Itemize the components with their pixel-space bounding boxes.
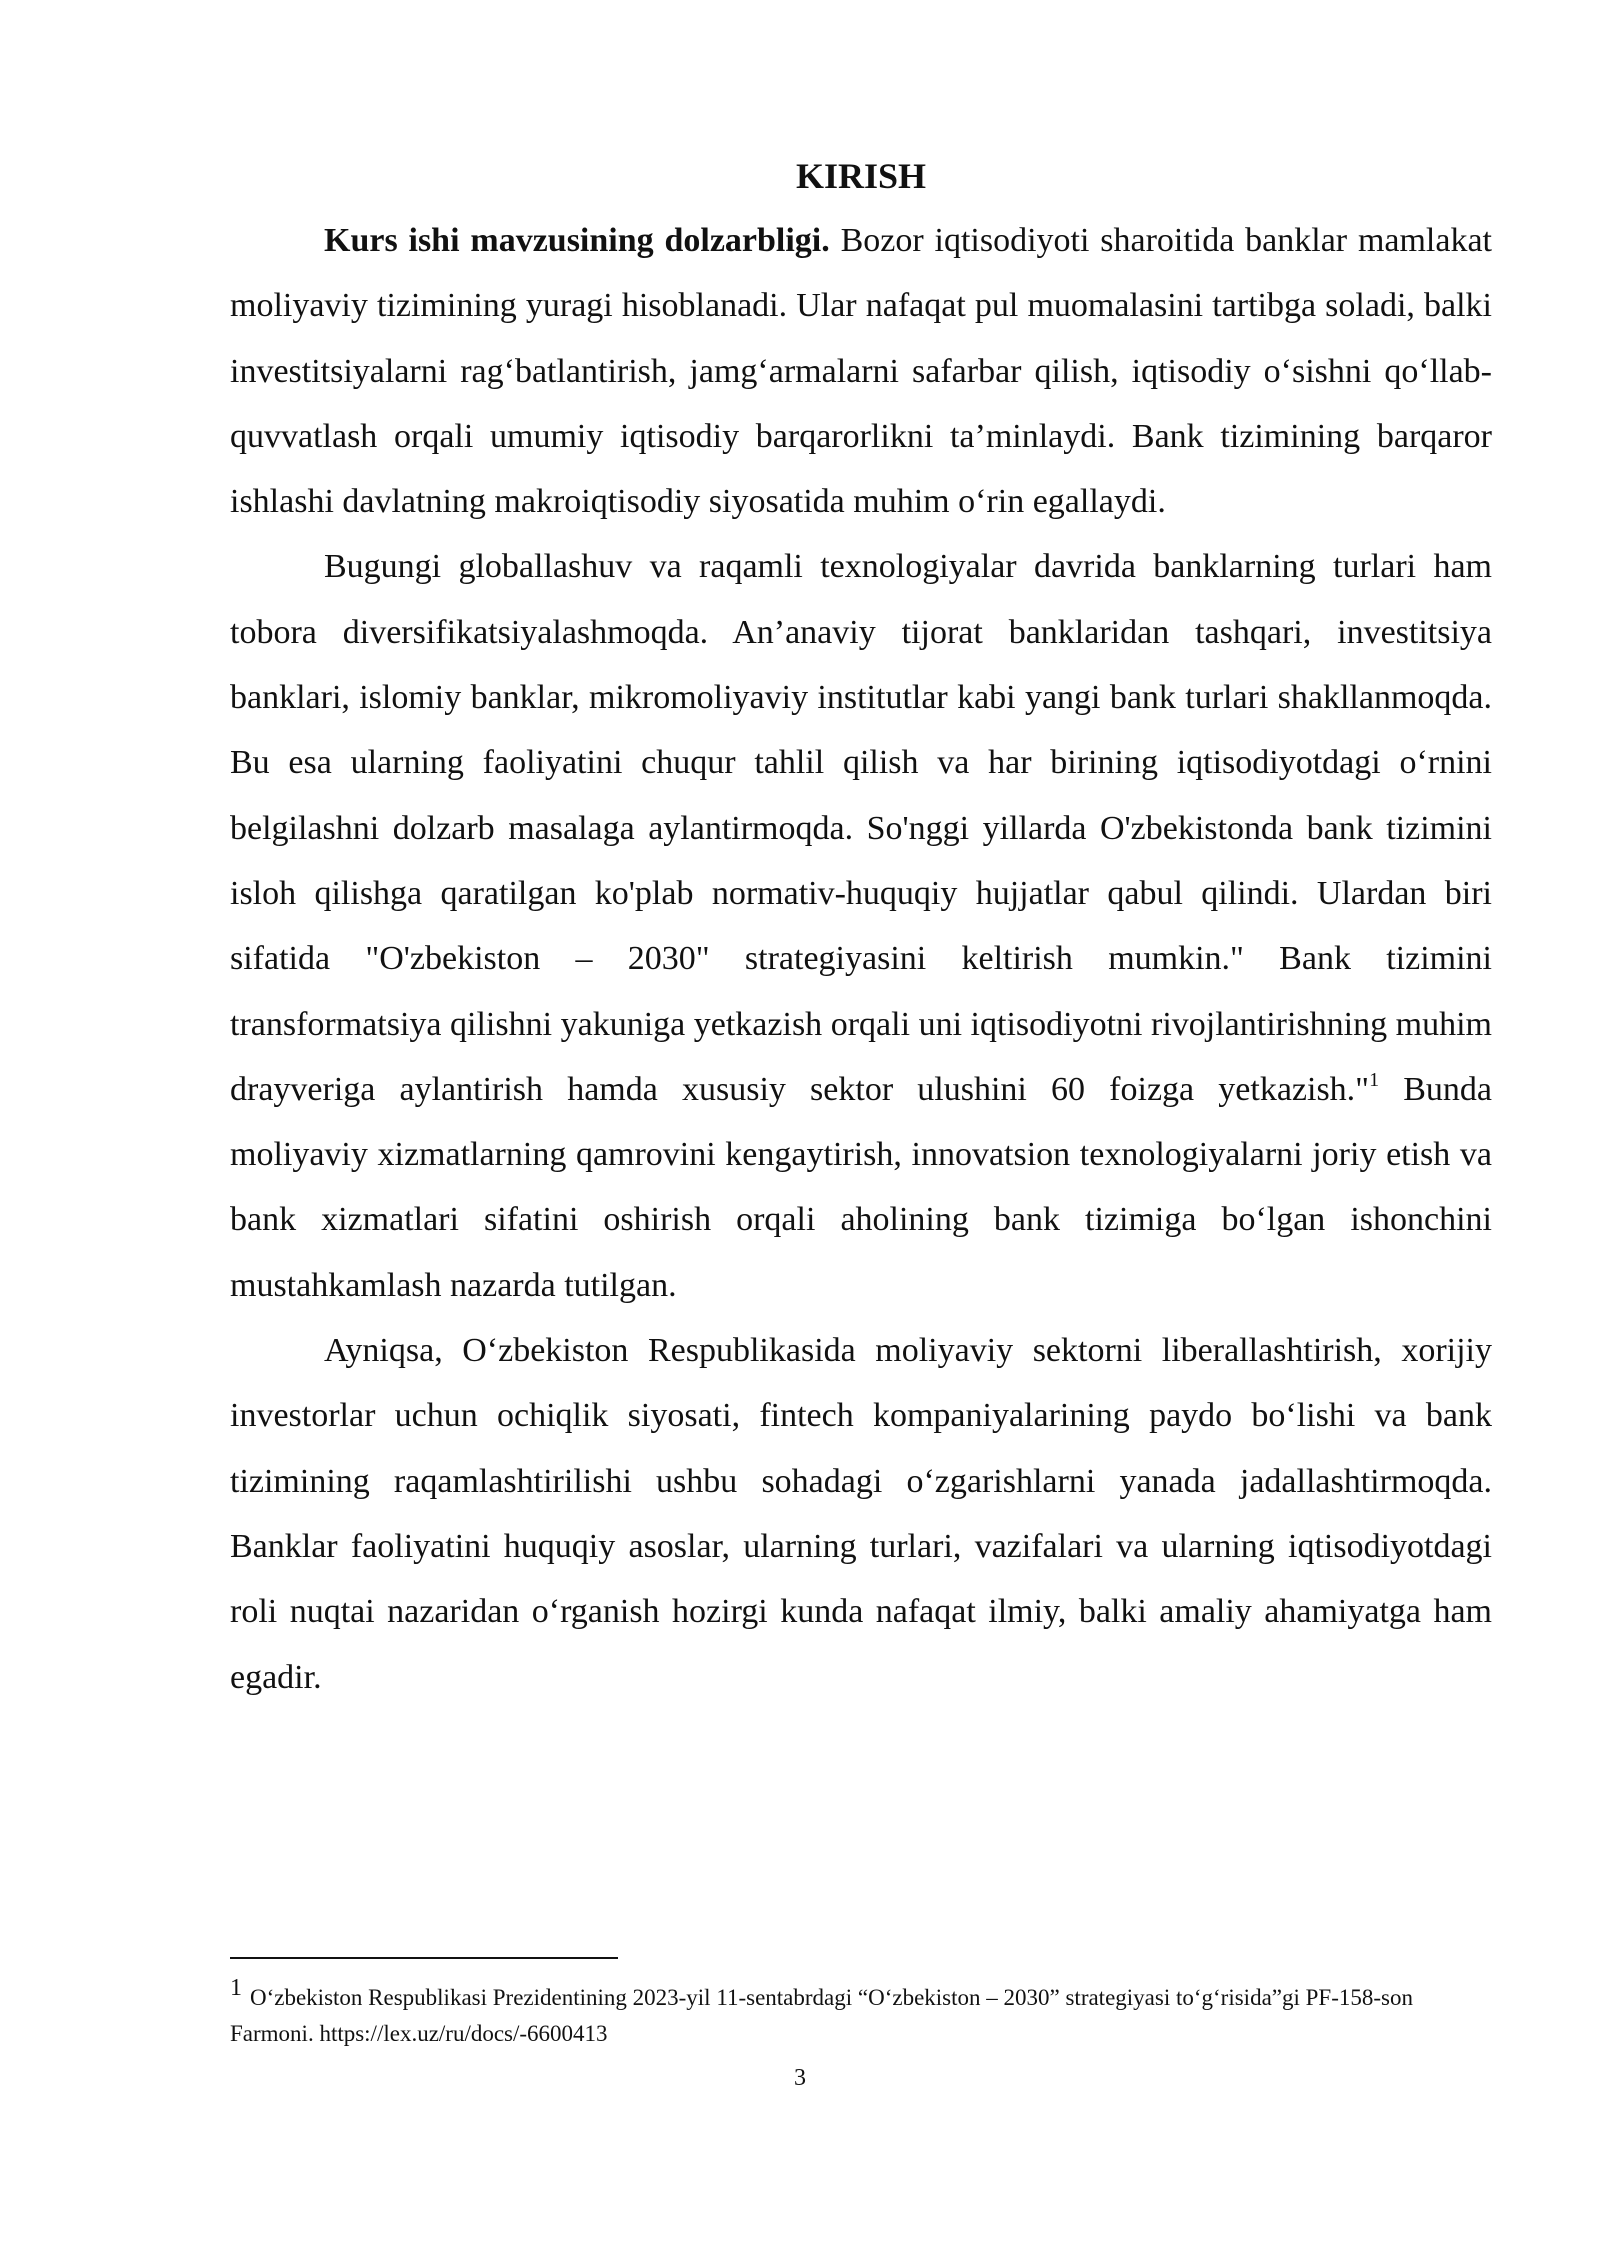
page-number: 3 (794, 2065, 806, 2091)
footnote-reference[interactable]: 1 (1369, 1068, 1380, 1091)
paragraph-lead: Kurs ishi mavzusining dolzarbligi. (324, 222, 830, 259)
body-text (230, 208, 1492, 1710)
footnote-text: O‘zbekiston Respublikasi Prezidentining 2023-yil 11-sentabrdagi “O‘zbekiston – 2030” strategiyasi to‘g‘risida”gi PF-158-son Farmoni. https://lex.uz/ru/docs/-6600413 (230, 1985, 1413, 2046)
paragraph-bank-types (230, 534, 1492, 1318)
paragraph-text: Bugungi globallashuv va raqamli texnologiyalar davrida banklarning turlari ham tobora diversifikatsiyalashmoqda. An’anaviy tijorat banklaridan tashqari, investitsiya banklari, islomiy banklar, mikromoliyaviy institutlar kabi yangi bank turlari shakllanmoqda. Bu esa ularning faoliyatini chuqur tahlil qilish va har birining iqtisodiyotdagi o‘rnini belgilashni dolzarb masalaga aylantirmoqda. So'nggi yillarda O'zbekistonda bank tizimini isloh qilishga qaratilgan ko'plab normativ-huquqiy hujjatlar qabul qilindi. Ulardan biri sifatida "O'zbekiston – 2030" strategiyasini keltirish mumkin." Bank tizimini transformatsiya qilishni yakuniga yetkazish orqali uni iqtisodiyotni rivojlantirishning muhim drayveriga aylantirish hamda xususiy sektor ulushini 60 foizga yetkazish." (230, 548, 1492, 1108)
paragraph-text-continued: Bunda moliyaviy xizmatlarning qamrovini kengaytirish, innovatsion texnologiyalarni joriy etish va bank xizmatlari sifatini oshirish orqali aholining bank tizimiga bo‘lgan ishonchini mustahkamlash nazarda tutilgan. (230, 1070, 1492, 1304)
paragraph-text: Bozor iqtisodiyoti sharoitida banklar mamlakat moliyaviy tizimining yuragi hisoblanadi. Ular nafaqat pul muomalasini tartibga soladi, balki investitsiyalarni rag‘batlantirish, jamg‘armalarni safarbar qilish, iqtisodiy o‘sishni qo‘llab-quvvatlash orqali umumiy iqtisodiy barqarorlikni ta’minlaydi. Bank tizimining barqaror ishlashi davlatning makroiqtisodiy siyosatida muhim o‘rin egallaydi. (230, 222, 1492, 521)
footnote-separator (230, 1957, 618, 1959)
footnote (230, 1975, 1492, 2052)
section-title: KIRISH (795, 156, 927, 196)
paragraph-reforms (230, 1318, 1492, 1710)
footnote-mark: 1 (230, 1975, 242, 2001)
paragraph-relevance (230, 208, 1492, 534)
paragraph-text: Ayniqsa, O‘zbekiston Respublikasida moliyaviy sektorni liberallashtirish, xorijiy investorlar uchun ochiqlik siyosati, fintech kompaniyalarining paydo bo‘lishi va bank tizimining raqamlashtirilishi ushbu sohadagi o‘zgarishlarni yanada jadallashtirmoqda. Banklar faoliyatini huquqiy asoslar, ularning turlari, vazifalari va ularning iqtisodiyotdagi roli nuqtai nazaridan o‘rganish hozirgi kunda nafaqat ilmiy, balki amaliy ahamiyatga ham egadir. (230, 1332, 1492, 1696)
